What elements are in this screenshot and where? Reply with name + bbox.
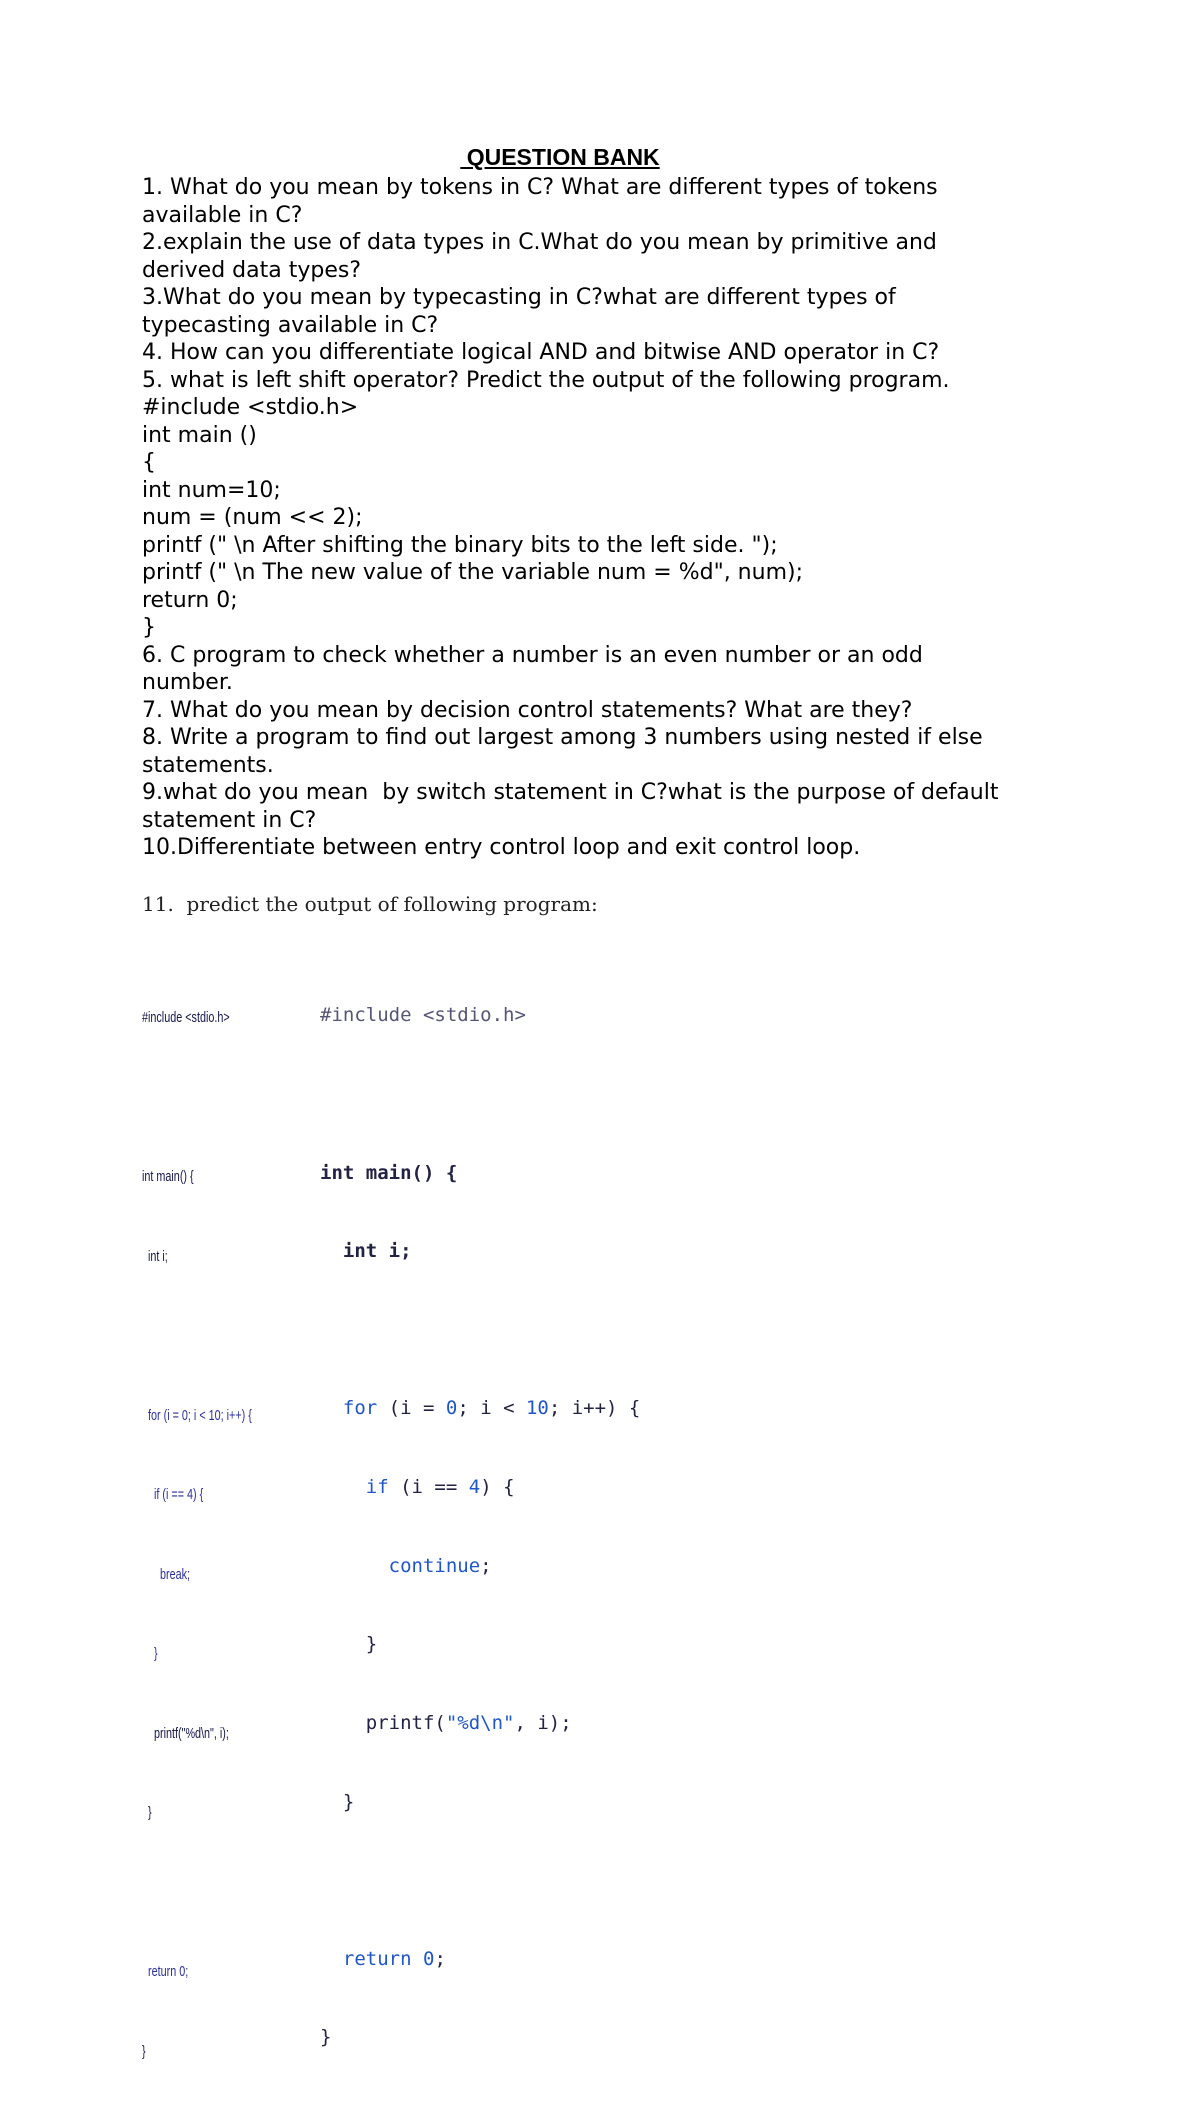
- code-token: }: [320, 2026, 332, 2049]
- code-token: ) {: [480, 1476, 515, 1499]
- question-9-line-2: statement in C?: [142, 807, 317, 833]
- code-token: "%d\n": [445, 1711, 515, 1734]
- question-4: 4. How can you differentiate logical AND and bitwise AND operator in C?: [142, 340, 940, 365]
- question-1-line-2: available in C?: [142, 202, 303, 228]
- question-2-line-1: 2.explain the use of data types in C.What do you mean by primitive and: [142, 230, 937, 255]
- question-list: [142, 174, 1162, 862]
- question-6-line-2: number.: [142, 670, 233, 695]
- code-line: int num=10;: [142, 477, 281, 503]
- code-line-blank: [142, 1085, 252, 1112]
- question-3-line-1: 3.What do you mean by typecasting in C?what are different types of: [142, 285, 896, 310]
- code-line: [320, 1002, 640, 1028]
- code-line: break;: [142, 1565, 191, 1583]
- page-title: QUESTION BANK: [460, 144, 660, 170]
- question-9-line-1: 9.what do you mean by switch statement in C?what is the purpose of default: [142, 780, 999, 805]
- code-line: [320, 1474, 640, 1500]
- code-line: [320, 1710, 640, 1736]
- code-line: [320, 1946, 640, 1972]
- question-3-line-2: typecasting available in C?: [142, 312, 439, 338]
- code-token: int: [320, 1161, 355, 1184]
- code-token: ;: [434, 1947, 446, 1970]
- code-line: [320, 1395, 640, 1421]
- code-line-blank: [320, 1867, 640, 1893]
- code-token: if: [365, 1476, 389, 1499]
- code-token: 0: [422, 1947, 435, 1970]
- code-line: }: [142, 1645, 158, 1662]
- code-token: 10: [525, 1397, 549, 1420]
- code-line: printf (" \n The new value of the variable num = %d", num);: [142, 560, 803, 585]
- code-token: main() {: [354, 1161, 458, 1184]
- code-line: int main (): [142, 422, 257, 448]
- code-token: }: [342, 1790, 355, 1813]
- code-token: ; i++) {: [548, 1397, 641, 1420]
- code-token: for: [342, 1397, 378, 1420]
- code-token: }: [365, 1633, 378, 1656]
- code-line: int main() {: [142, 1168, 194, 1185]
- code-line: for (i = 0; i < 10; i++) {: [142, 1406, 252, 1424]
- code-line: [320, 1238, 640, 1264]
- code-token: 4: [468, 1476, 481, 1499]
- code-token: continue: [388, 1554, 481, 1577]
- code-line: if (i == 4) {: [142, 1486, 204, 1503]
- question-6-line-1: 6. C program to check whether a number is an even number or an odd: [142, 642, 923, 668]
- code-line: num = (num << 2);: [142, 505, 363, 530]
- code-line: #include <stdio.h>: [142, 395, 359, 420]
- code-line: }: [142, 615, 156, 640]
- code-line: #include <stdio.h>: [142, 1009, 230, 1026]
- question-7: 7. What do you mean by decision control statements? What are they?: [142, 697, 913, 723]
- code-image-left: [142, 952, 252, 2118]
- question-11: 11. predict the output of following program:: [142, 892, 598, 916]
- code-line: }: [142, 2042, 146, 2060]
- code-image-right: [320, 950, 640, 2103]
- code-token: [412, 1948, 423, 1970]
- code-token: 0: [445, 1397, 458, 1420]
- code-line: return 0;: [142, 587, 238, 613]
- code-token: #include <stdio.h>: [320, 1004, 526, 1027]
- code-token: i;: [377, 1240, 412, 1263]
- code-line-blank: [142, 1323, 252, 1350]
- code-line: [320, 1789, 640, 1815]
- code-token: ; i <: [457, 1397, 526, 1420]
- question-2-line-2: derived data types?: [142, 257, 362, 283]
- code-token: printf(: [365, 1711, 446, 1734]
- code-line: }: [142, 1804, 152, 1821]
- question-1-line-1: 1. What do you mean by tokens in C? What are different types of tokens: [142, 175, 938, 200]
- code-line: [320, 1553, 640, 1579]
- code-line: {: [142, 450, 156, 475]
- question-8-line-2: statements.: [142, 752, 274, 778]
- code-token: , i);: [514, 1711, 572, 1734]
- code-line: [320, 2024, 640, 2050]
- code-token: int: [342, 1240, 378, 1263]
- code-line: [320, 1631, 640, 1657]
- code-token: return: [342, 1947, 412, 1970]
- code-line: printf("%d\n", i);: [142, 1724, 229, 1742]
- code-line-blank: [320, 1317, 640, 1343]
- code-token: (i =: [377, 1397, 446, 1420]
- code-token: (i ==: [388, 1476, 469, 1499]
- question-5: 5. what is left shift operator? Predict the output of the following program.: [142, 367, 950, 393]
- code-line-blank: [142, 1880, 252, 1907]
- question-10: 10.Differentiate between entry control loop and exit control loop.: [142, 835, 861, 860]
- code-line: int i;: [142, 1247, 168, 1265]
- code-line-blank: [320, 1081, 640, 1107]
- code-line: printf (" \n After shifting the binary bits to the left side. ");: [142, 532, 778, 558]
- code-token: ;: [480, 1554, 492, 1577]
- question-8-line-1: 8. Write a program to find out largest among 3 numbers using nested if else: [142, 725, 983, 750]
- code-line: return 0;: [142, 1963, 189, 1980]
- code-line: [320, 1160, 640, 1186]
